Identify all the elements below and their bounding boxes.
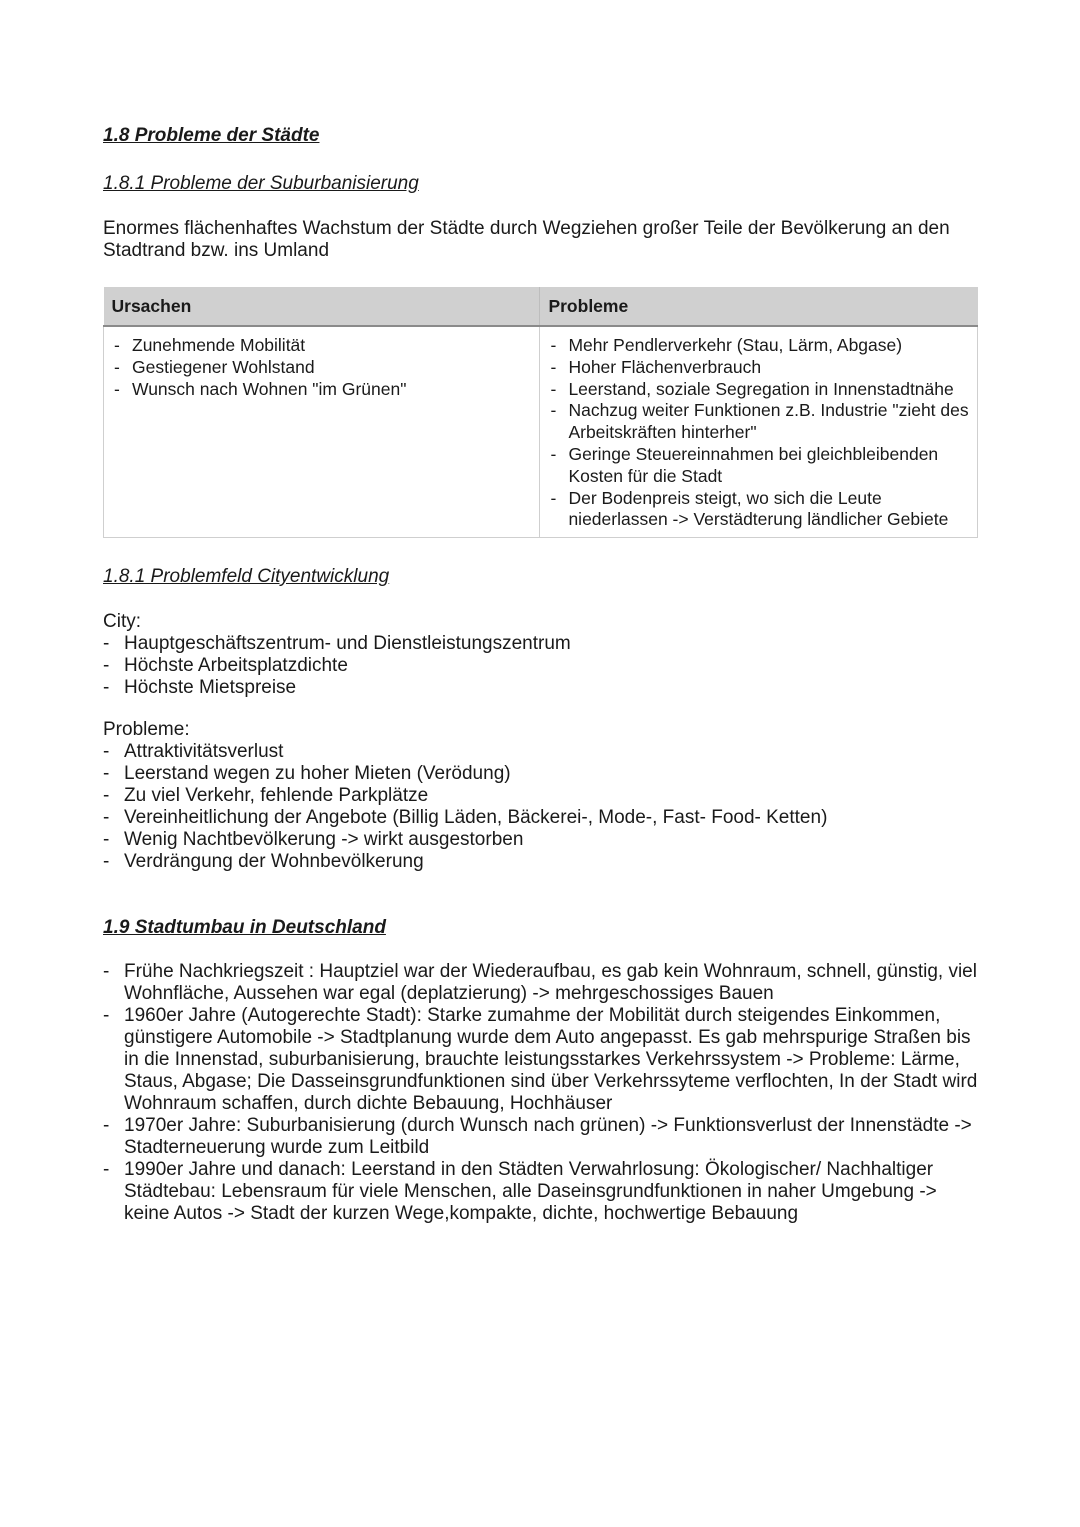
list-item-text: Höchste Arbeitsplatzdichte bbox=[124, 655, 348, 676]
dash-bullet: - bbox=[103, 785, 110, 806]
stadtumbau-block bbox=[103, 961, 983, 1225]
dash-bullet: - bbox=[103, 655, 110, 676]
causes-cell bbox=[104, 326, 540, 538]
list-item-text: Attraktivitätsverlust bbox=[124, 741, 284, 762]
list-item-text: Wenig Nachtbevölkerung -> wirkt ausgestorben bbox=[124, 829, 524, 850]
dash-bullet: - bbox=[114, 335, 120, 355]
dash-bullet: - bbox=[103, 851, 110, 872]
problems-list bbox=[548, 335, 969, 531]
dash-bullet: - bbox=[103, 633, 110, 654]
table-header-problems: Probleme bbox=[540, 287, 978, 326]
intro-paragraph: Enormes flächenhaftes Wachstum der Städte durch Wegziehen großer Teile der Bevölkerung an den Stadtrand bzw. ins Umland bbox=[103, 218, 950, 261]
list-item bbox=[103, 829, 983, 851]
list-item-text: Höchste Mietspreise bbox=[124, 677, 297, 698]
list-item-text: Hoher Flächenverbrauch bbox=[568, 356, 762, 377]
stadtumbau-list bbox=[103, 961, 983, 1225]
list-item bbox=[103, 1005, 983, 1115]
problems-cell bbox=[540, 326, 978, 538]
list-item bbox=[112, 357, 531, 379]
list-item bbox=[548, 335, 969, 357]
dash-bullet: - bbox=[550, 378, 557, 399]
dash-bullet: - bbox=[103, 677, 110, 698]
dash-bullet: - bbox=[103, 763, 110, 784]
section-heading-1-9: 1.9 Stadtumbau in Deutschland bbox=[103, 917, 386, 938]
city-problems-block bbox=[103, 719, 983, 873]
dash-bullet: - bbox=[103, 1115, 110, 1136]
dash-bullet: - bbox=[103, 1005, 110, 1026]
list-item-text: Vereinheitlichung der Angebote (Billig Läden, Bäckerei-, Mode-, Fast- Food- Ketten) bbox=[124, 807, 828, 828]
dash-bullet: - bbox=[550, 487, 557, 508]
list-item bbox=[103, 961, 983, 1005]
section-heading-1-8: 1.8 Probleme der Städte bbox=[103, 125, 320, 146]
dash-bullet: - bbox=[550, 335, 557, 355]
list-item-text: Zu viel Verkehr, fehlende Parkplätze bbox=[124, 785, 429, 806]
dash-bullet: - bbox=[550, 356, 557, 377]
subsection-heading-cityentwicklung: 1.8.1 Problemfeld Cityentwicklung bbox=[103, 566, 390, 587]
list-item bbox=[103, 655, 983, 677]
dash-bullet: - bbox=[103, 961, 110, 982]
causes-problems-table bbox=[103, 287, 978, 538]
list-item-text: Wunsch nach Wohnen "im Grünen" bbox=[132, 378, 407, 399]
list-item bbox=[103, 763, 983, 785]
list-item-text: Nachzug weiter Funktionen z.B. Industrie "zieht des Arbeitskräften hinterher" bbox=[568, 400, 969, 443]
list-item bbox=[103, 851, 983, 873]
list-item bbox=[103, 677, 983, 699]
subsection-heading-suburbanisierung: 1.8.1 Probleme der Suburbanisierung bbox=[103, 173, 419, 194]
list-item-text: Der Bodenpreis steigt, wo sich die Leute niederlassen -> Verstädterung ländlicher Gebiete bbox=[568, 487, 949, 530]
list-item bbox=[548, 400, 969, 444]
list-item-text: Frühe Nachkriegszeit : Hauptziel war der Wiederaufbau, es gab kein Wohnraum, schnell, günstig, viel Wohnfläche, Aussehen war egal (deplatzierung) -> mehrgeschossiges Bauen bbox=[124, 961, 977, 1004]
list-item-text: Gestiegener Wohlstand bbox=[132, 356, 315, 377]
dash-bullet: - bbox=[103, 807, 110, 828]
dash-bullet: - bbox=[103, 741, 110, 762]
list-item-text: Leerstand wegen zu hoher Mieten (Verödung) bbox=[124, 763, 511, 784]
dash-bullet: - bbox=[103, 829, 110, 850]
city-problems-label: Probleme: bbox=[103, 719, 190, 740]
list-item-text: Hauptgeschäftszentrum- und Dienstleistungszentrum bbox=[124, 633, 571, 654]
list-item bbox=[548, 379, 969, 401]
causes-list bbox=[112, 335, 531, 400]
list-item-text: 1990er Jahre und danach: Leerstand in den Städten Verwahrlosung: Ökologischer/ Nachhaltiger Städtebau: Lebensraum für viele Menschen, alle Daseinsgrundfunktionen in naher Umgebung -> keine Autos -> Stadt der kurzen Wege,kompakte, dichte, hochwertige Bebauung bbox=[124, 1159, 937, 1224]
dash-bullet: - bbox=[550, 443, 557, 464]
dash-bullet: - bbox=[114, 378, 120, 399]
city-block bbox=[103, 611, 983, 699]
city-problems-list bbox=[103, 741, 983, 873]
dash-bullet: - bbox=[114, 356, 120, 377]
list-item-text: Zunehmende Mobilität bbox=[132, 335, 306, 355]
list-item-text: 1960er Jahre (Autogerechte Stadt): Starke zumahme der Mobilität durch steigendes Einkommen, günstigere Automobile -> Stadtplanung wurde dem Auto angepasst. Es gab mehrspurige Straßen bis in die Innenstad, suburbanisierung, brauchte leistungsstarkes Verkehrssystem -> Probleme: Lärme, Staus, Abgase; Die Dasseinsgrundfunktionen sind über Verkehrssyteme verflochten, In der Stadt wird Wohnraum schaffen, durch dichte Bebauung, Hochhäuser bbox=[124, 1005, 978, 1114]
list-item bbox=[103, 741, 983, 763]
table-header-causes: Ursachen bbox=[104, 287, 540, 326]
list-item bbox=[548, 357, 969, 379]
list-item-text: Mehr Pendlerverkehr (Stau, Lärm, Abgase) bbox=[568, 335, 903, 355]
list-item-text: Leerstand, soziale Segregation in Innenstadtnähe bbox=[568, 378, 954, 399]
list-item bbox=[103, 1159, 983, 1225]
list-item bbox=[103, 1115, 983, 1159]
list-item bbox=[103, 633, 983, 655]
list-item bbox=[103, 785, 983, 807]
list-item-text: Geringe Steuereinnahmen bei gleichbleibenden Kosten für die Stadt bbox=[568, 443, 939, 486]
dash-bullet: - bbox=[550, 400, 557, 421]
list-item bbox=[112, 379, 531, 401]
list-item bbox=[112, 335, 531, 357]
city-label: City: bbox=[103, 611, 141, 632]
list-item-text: Verdrängung der Wohnbevölkerung bbox=[124, 851, 424, 872]
list-item bbox=[103, 807, 983, 829]
list-item-text: 1970er Jahre: Suburbanisierung (durch Wunsch nach grünen) -> Funktionsverlust der Innenstädte -> Stadterneuerung wurde zum Leitbild bbox=[124, 1115, 972, 1158]
list-item bbox=[548, 444, 969, 488]
dash-bullet: - bbox=[103, 1159, 110, 1180]
list-item bbox=[548, 488, 969, 532]
city-list bbox=[103, 633, 983, 699]
